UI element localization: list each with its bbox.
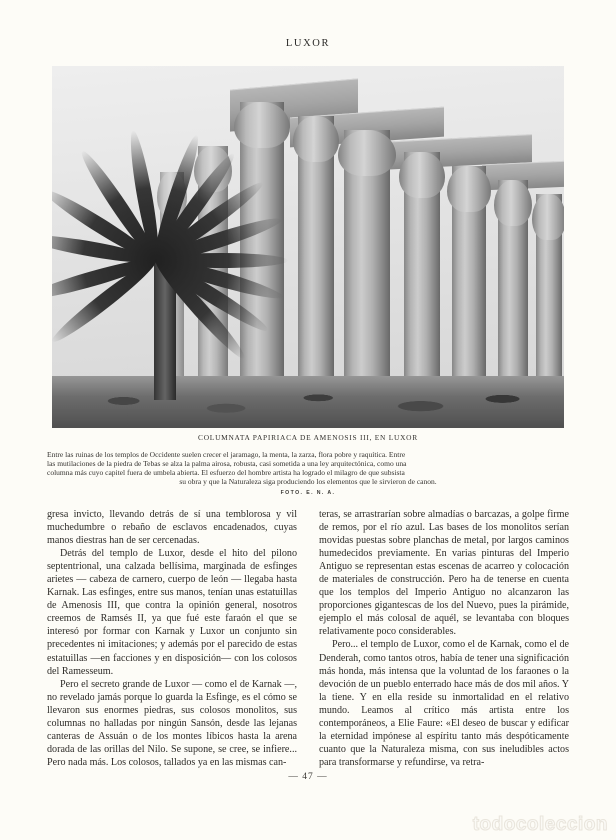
left-text-column bbox=[47, 508, 297, 768]
papyrus-column bbox=[298, 116, 334, 402]
watermark: todocoleccion bbox=[472, 814, 608, 835]
palm-tree bbox=[58, 80, 294, 400]
papyrus-column bbox=[452, 166, 486, 402]
page-number: — 47 — bbox=[288, 772, 328, 782]
papyrus-column bbox=[498, 180, 528, 402]
running-head: LUXOR bbox=[285, 38, 331, 49]
right-text-column bbox=[319, 508, 569, 768]
paragraph: teras, se arrastrarían sobre almadías o barcazas, a golpe firme de remos, por el río azul. Las bases de los monolitos serían movidas puestas sobre planchas de metal, por largos caminos humedecidos previamente. En varias pinturas del Imperio Antiguo se representan estas escenas de acarreo y colocación de materiales de construcción. Pero ha de tenerse en cuenta que los templos del Imperio Antiguo no alcanzaron las proporciones gigantescas de los del Nuevo, pues la pirámide, ejemplo el más colosal de aquél, se levantaba con bloques relativamente poco considerables. bbox=[319, 509, 569, 638]
figure-caption-body bbox=[47, 450, 569, 486]
papyrus-column bbox=[344, 130, 390, 402]
figure-photograph bbox=[52, 66, 564, 428]
body-text-columns bbox=[47, 508, 569, 768]
caption-line: las mutilaciones de la piedra de Tebas se alza la palma airosa, robusta, casi sometida a una ley arquitectónica, como una bbox=[47, 459, 407, 469]
paragraph: Pero... el templo de Luxor, como el de Karnak, como el de Denderah, como tantos otros, había de tener una significación más honda, más intensa que la voluntad de los faraones o la devoción de un pueblo enterrado hace más de dos mil años. Y la tiene. Y en ella reside su inmortalidad en el relativo mundo. Leamos al crítico más artista entre los contemporáneos, a Elie Faure: «El deseo de buscar y edificar la eternidad impónese al espíritu tanto más despóticamente cuanto que la Naturaleza misma, con sus ineludibles actos para transformarse y refundirse, va retra- bbox=[319, 639, 569, 768]
papyrus-column bbox=[536, 194, 562, 402]
figure-caption-title: COLUMNATA PAPIRIACA DE AMENOSIS III, EN LUXOR bbox=[198, 433, 418, 442]
caption-line: su obra y que la Naturaleza siga produciendo los elementos que le sirvieron de canon. bbox=[179, 477, 437, 487]
caption-line: Entre las ruinas de los templos de Occidente suelen crecer el jaramago, la menta, la zarza, flora pobre y raquítica. Entre bbox=[47, 450, 406, 459]
paragraph: Detrás del templo de Luxor, desde el hito del pilono septentrional, una calzada bellísima, marginada de esfinges arietes — cabeza de carnero, cuerpo de león — llegaba hasta Karnak. Las esfinges, entre sus manos, tenían unas estatuillas de Amenosis III, que contra la opinión general, nosotros creemos de Ramsés II, ya que fué este faraón el que se interesó por formar con Karnak y Luxor un conjunto sin precedentes ni imitaciones; y además por el parecido de estas estatuillas —en facciones y en disposición— con los colosos del Ramesseum. bbox=[47, 548, 297, 677]
paragraph: Pero el secreto grande de Luxor — como el de Karnak —, no revelado jamás porque lo guarda la Esfinge, es el cómo se llevaron sus enormes piedras, sus colosos monolitos, sus columnas no halladas por ningún Sansón, desde las lejanas canteras de Assuán o de los montes líbicos hasta la arena dorada de las orillas del Nilo. Se supone, se cree, se infiere... Pero nada más. Los colosos, tallados ya en las mismas can- bbox=[47, 678, 297, 768]
caption-line: columna más cuyo capitel fuera de umbela abierta. El esfuerzo del hombre artista ha logrado el milagro de que subsista bbox=[47, 468, 405, 478]
photo-credit: FOTO. E. N. A. bbox=[280, 490, 336, 496]
papyrus-column bbox=[404, 152, 440, 402]
paragraph: gresa invicto, llevando detrás de sí una temblorosa y vil muchedumbre o rebaño de esclavos encadenados, cuyas manos diestras han de ser cercenadas. bbox=[47, 509, 297, 547]
